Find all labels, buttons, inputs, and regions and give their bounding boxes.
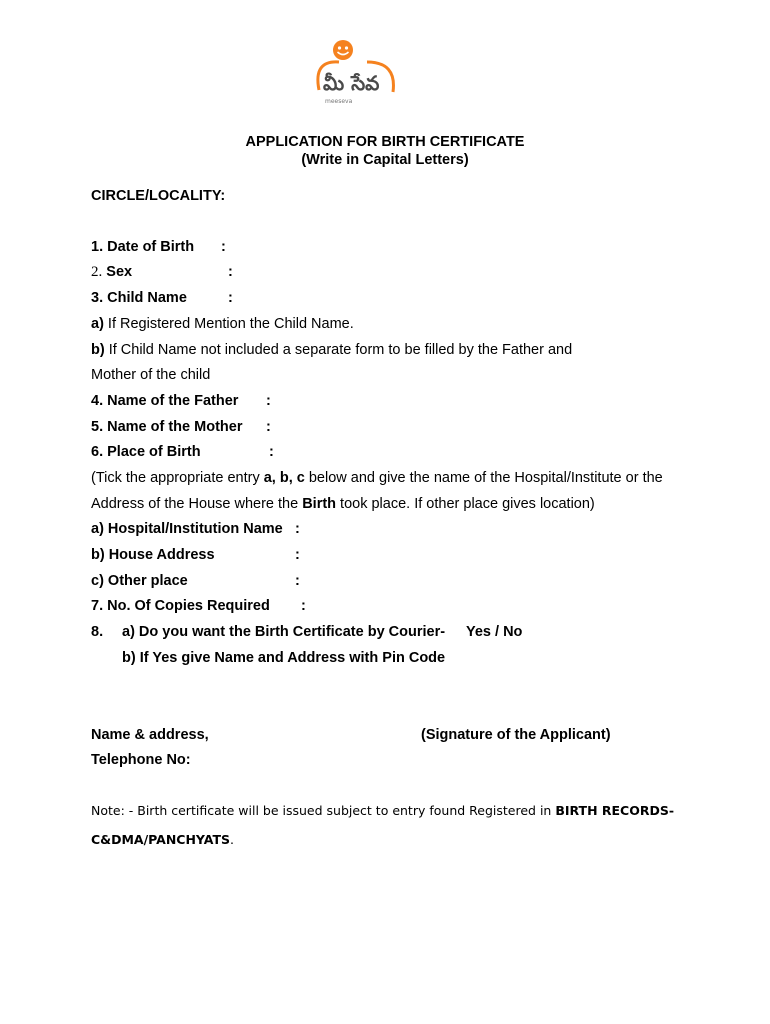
dob-label: 1. Date of Birth (91, 239, 195, 255)
telephone-label: Telephone No: (91, 752, 191, 768)
house-address-colon: : (295, 547, 300, 563)
q3b-text: If Child Name not included a separate form to be filled by the Father and (104, 342, 573, 358)
child-name-label: 3. Child Name (91, 290, 187, 306)
place-of-birth-label: 6. Place of Birth (91, 444, 201, 460)
note-line2 (91, 831, 234, 849)
instr-p6: took place. If other place gives location) (336, 496, 595, 512)
instr-p2: a, b, c (263, 470, 305, 486)
father-name-colon: : (266, 393, 271, 409)
note-p1: Note: - Birth certificate will be issued subject to entry found Registered in (91, 803, 556, 818)
mother-name-colon: : (266, 419, 271, 435)
logo-text: మీ సేవ (323, 71, 380, 95)
meeseva-logo (305, 38, 465, 110)
q3a-key: a) (91, 316, 104, 332)
q3a-text: If Registered Mention the Child Name. (103, 316, 354, 332)
sex-num: 2. (91, 264, 103, 280)
q3b-line (91, 341, 572, 359)
father-name-label: 4. Name of the Father (91, 393, 239, 409)
note-p4: . (230, 832, 234, 847)
logo-subtext: meeseva (325, 98, 353, 105)
sex-label (91, 263, 132, 281)
form-subtitle: (Write in Capital Letters) (301, 152, 469, 168)
mother-name-label: 5. Name of the Mother (91, 419, 243, 435)
other-place-label: c) Other place (91, 573, 188, 589)
hospital-label: a) Hospital/Institution Name (91, 521, 283, 537)
courier-options: Yes / No (466, 624, 523, 640)
copies-label: 7. No. Of Copies Required (91, 598, 270, 614)
house-address-label: b) House Address (91, 547, 215, 563)
instr-p1: (Tick the appropriate entry (91, 470, 264, 486)
signature-label: (Signature of the Applicant) (421, 727, 611, 743)
copies-colon: : (301, 598, 306, 614)
instr-p4: Address of the House where the (91, 496, 303, 512)
sex-text: Sex (102, 264, 133, 280)
q3a-line (91, 315, 354, 333)
place-instructions-line1 (91, 469, 663, 487)
other-place-colon: : (295, 573, 300, 589)
instr-p5: Birth (302, 496, 337, 512)
q8-num: 8. (91, 624, 104, 640)
note-p2: BIRTH RECORDS- (555, 803, 675, 818)
name-address-label: Name & address, (91, 727, 209, 743)
sex-colon: : (228, 264, 233, 280)
form-title: APPLICATION FOR BIRTH CERTIFICATE (245, 134, 525, 150)
courier-address-question: b) If Yes give Name and Address with Pin Code (122, 650, 446, 666)
place-instructions-line2 (91, 495, 595, 513)
note-p3: C&DMA/PANCHYATS (91, 832, 231, 847)
courier-question: a) Do you want the Birth Certificate by Courier- (122, 624, 446, 640)
q3b-line2: Mother of the child (91, 367, 211, 383)
place-of-birth-colon: : (269, 444, 274, 460)
circle-locality-label: CIRCLE/LOCALITY: (91, 188, 226, 204)
hospital-colon: : (295, 521, 300, 537)
dob-colon: : (221, 239, 226, 255)
child-name-colon: : (228, 290, 233, 306)
instr-p3: below and give the name of the Hospital/Institute or the (304, 470, 663, 486)
q3b-key: b) (91, 342, 105, 358)
note-line1 (91, 802, 674, 820)
